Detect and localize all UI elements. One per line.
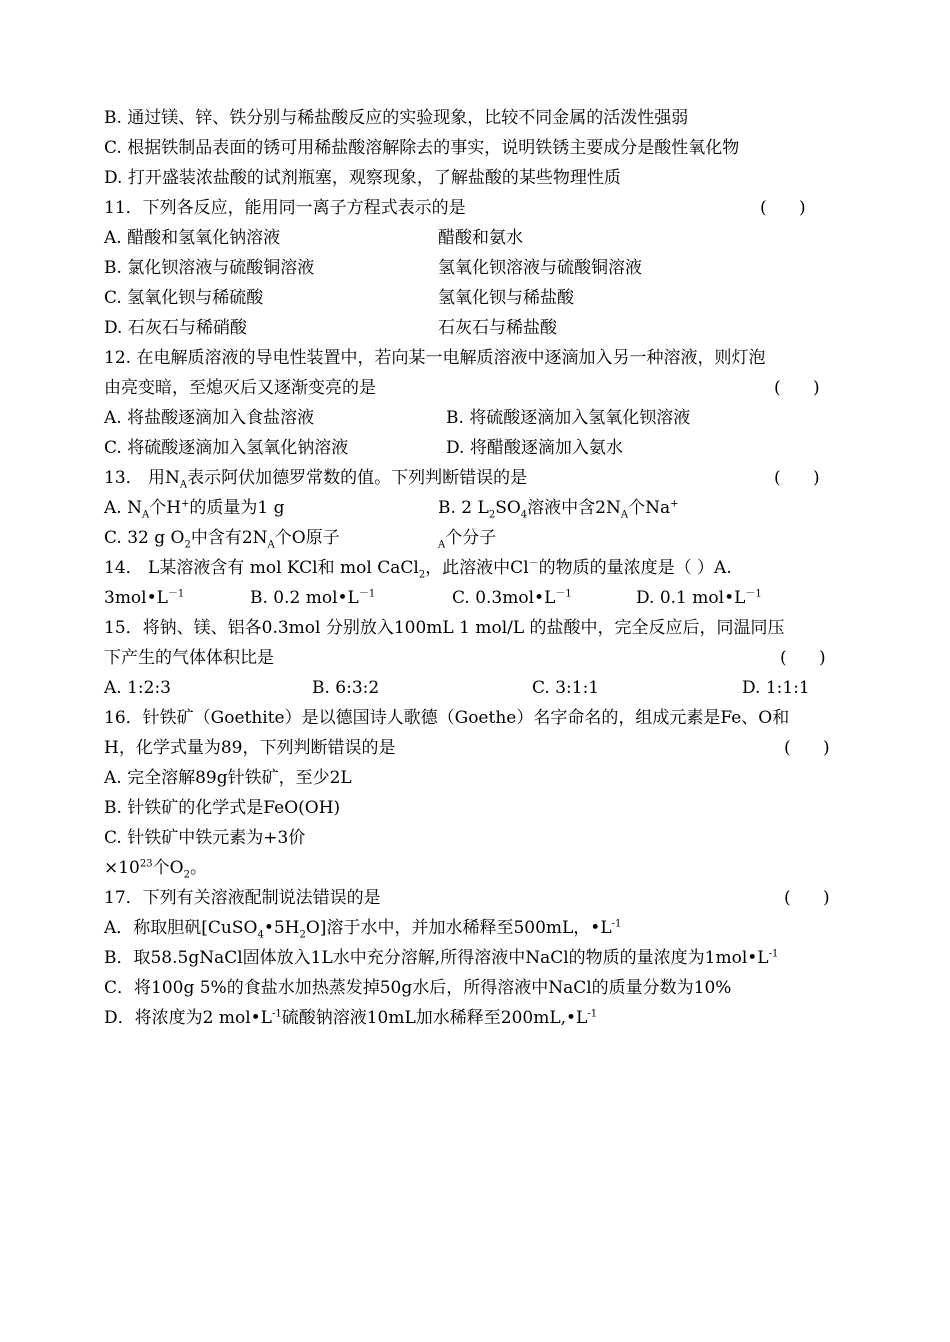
q16-stem-line1: 16．针铁矿（Goethite）是以德国诗人歌德（Goethe）名字命名的，组成元素是Fe、O和 [104, 708, 790, 728]
q17-stem: 17．下列有关溶液配制说法错误的是 ( ) [104, 884, 864, 913]
q16-option-a: A. 完全溶解89g针铁矿，至少2L [104, 768, 352, 788]
q17-option-b: B．取58.5gNaCl固体放入1L水中充分溶解,所得溶液中NaCl的物质的量浓度为$1mol•L^{-1}$ [104, 948, 779, 968]
q16-option-d: $\times 10^{23}$个$O_2$。 [104, 858, 207, 881]
answer-paren: ( ) [784, 888, 830, 908]
q15-options: A. 1:2:3 B. 6:3:2 C. 3:1:1 D. 1:1:1 [104, 678, 810, 698]
q17-option-d: D．将浓度为2 $mol•L^{-1}$硫酸钠溶液10mL加水稀释至$200mL,•L^{-1}$ [104, 1008, 598, 1028]
q16-stem-line2: H，化学式量为89，下列判断错误的是 ( ) [104, 734, 864, 763]
q13-options-ab: A. $N_A$个H+的质量为1 g B. 2 $L_2SO_4$溶液中含$2N_A$个Na+ [104, 498, 679, 521]
q11-option-d: D. 石灰石与稀硝酸 石灰石与稀盐酸 [104, 318, 557, 338]
q13-stem: 13． 用$N_A$表示阿伏加德罗常数的值。下列判断错误的是 ( ) [104, 464, 864, 493]
q10-option-b: B. 通过镁、锌、铁分别与稀盐酸反应的实验现象，比较不同金属的活泼性强弱 [104, 108, 689, 128]
q11-option-c: C. 氢氧化钡与稀硫酸 氢氧化钡与稀盐酸 [104, 288, 574, 308]
q11-option-a: A. 醋酸和氢氧化钠溶液 醋酸和氨水 [104, 228, 523, 248]
q10-option-c: C. 根据铁制品表面的锈可用稀盐酸溶解除去的事实，说明铁锈主要成分是酸性氧化物 [104, 138, 740, 158]
q16-option-b: B. 针铁矿的化学式是FeO(OH) [104, 798, 341, 818]
q14-options: $3mol•L^{-1}$ B. 0.2 $mol•L^{-1}$ C. $0.3mol•L^{-1}$ D. 0.1 $mol•L^{-1}$ [104, 588, 762, 608]
q15-stem-line2: 下产生的气体体积比是 ( ) [104, 644, 864, 673]
q11-stem: 11．下列各反应，能用同一离子方程式表示的是 ( ) [104, 194, 864, 223]
q12-options-ab: A. 将盐酸逐滴加入食盐溶液 B. 将硫酸逐滴加入氢氧化钡溶液 [104, 408, 691, 428]
q17-option-c: C．将100g 5%的食盐水加热蒸发掉50g水后，所得溶液中NaCl的质量分数为10% [104, 978, 732, 998]
q14-stem: 14． L某溶液含有 mol KCl和 mol CaCl$_2$，此溶液中Cl－的物质的量浓度是（ ）A. [104, 558, 732, 581]
answer-paren: ( ) [760, 198, 806, 218]
q10-option-d: D. 打开盛装浓盐酸的试剂瓶塞，观察现象，了解盐酸的某些物理性质 [104, 168, 621, 188]
answer-paren: ( ) [784, 738, 830, 758]
q13-options-cd: C. 32 g $O_2$中含有$2N_A$个O原子 $_A$个分子 [104, 528, 497, 551]
q12-stem-line2: 由亮变暗，至熄灭后又逐渐变亮的是 ( ) [104, 374, 864, 403]
q12-options-cd: C. 将硫酸逐滴加入氢氧化钠溶液 D. 将醋酸逐滴加入氨水 [104, 438, 623, 458]
q17-option-a: A．称取胆矾$[CuSO_4•5H_2O]$溶于水中，并加水稀释至500mL，$•L^{-1}$ [104, 918, 622, 941]
q15-stem-line1: 15．将钠、镁、铝各0.3mol 分别放入100mL 1 mol/L 的盐酸中，完全反应后，同温同压 [104, 618, 785, 638]
q12-stem-line1: 12. 在电解质溶液的导电性装置中，若向某一电解质溶液中逐滴加入另一种溶液，则灯泡 [104, 348, 766, 368]
q16-option-c: C. 针铁矿中铁元素为+3价 [104, 828, 306, 848]
answer-paren: ( ) [780, 648, 826, 668]
answer-paren: ( ) [774, 378, 820, 398]
q11-option-b: B. 氯化钡溶液与硫酸铜溶液 氢氧化钡溶液与硫酸铜溶液 [104, 258, 642, 278]
answer-paren: ( ) [774, 468, 820, 488]
